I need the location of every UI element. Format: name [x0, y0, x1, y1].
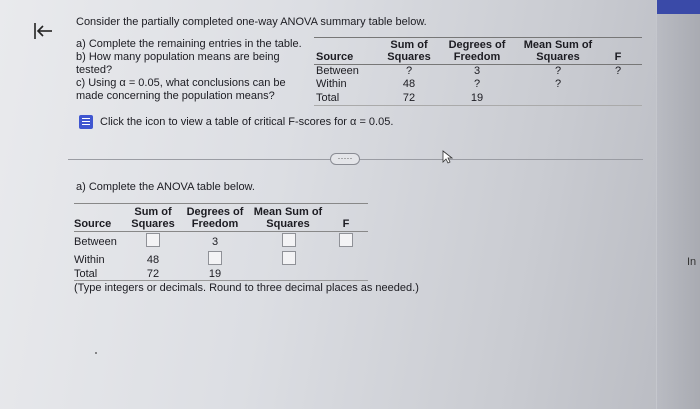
- summary-row-df: ?: [473, 78, 481, 90]
- right-edge-text: In: [687, 256, 697, 268]
- rounding-note: (Type integers or decimals. Round to three decimal places as needed.): [74, 282, 419, 294]
- summary-row-source: Within: [316, 78, 347, 90]
- within-ms-input[interactable]: [282, 251, 296, 265]
- summary-header-ms-1: Mean Sum of: [523, 39, 593, 51]
- question-c: c) Using α = 0.05, what conclusions can be made concerning the population means?: [76, 77, 286, 102]
- summary-row-ms: ?: [554, 78, 562, 90]
- answer-header-ms-1: Mean Sum of: [253, 206, 323, 218]
- right-panel-header-bar: [657, 0, 700, 14]
- answer-row-source: Within: [74, 254, 105, 266]
- mouse-cursor-icon: [442, 150, 454, 164]
- between-ms-input[interactable]: [282, 233, 296, 247]
- summary-header-source: Source: [316, 51, 354, 63]
- question-b: b) How many population means are being tested?: [76, 51, 280, 76]
- summary-row-ms: ?: [554, 65, 562, 77]
- summary-row-ss: 48: [402, 78, 416, 90]
- expand-button[interactable]: ·····: [330, 153, 360, 165]
- answer-row-df: 19: [208, 268, 222, 280]
- answer-header-ss-2: Squares: [131, 218, 175, 230]
- summary-row-ss: 72: [402, 92, 416, 104]
- answer-row-ss: 48: [146, 254, 160, 266]
- summary-row-df: 3: [473, 65, 481, 77]
- summary-row-df: 19: [470, 92, 484, 104]
- summary-row-ss: ?: [405, 65, 413, 77]
- summary-row-source: Between: [316, 65, 359, 77]
- question-a: a) Complete the remaining entries in the table.: [76, 38, 302, 50]
- summary-row-f: ?: [614, 65, 622, 77]
- critical-f-link-text[interactable]: Click the icon to view a table of critical F-scores for α = 0.05.: [100, 116, 394, 128]
- question-prompt: Consider the partially completed one-way ANOVA summary table below.: [76, 16, 427, 28]
- summary-row-source: Total: [316, 92, 340, 104]
- summary-header-f: F: [614, 51, 622, 63]
- back-arrow-icon[interactable]: [32, 20, 54, 42]
- answer-header-ss-1: Sum of: [134, 206, 172, 218]
- summary-header-df-2: Freedom: [453, 51, 501, 63]
- question-list: [76, 38, 308, 103]
- speck: [95, 352, 97, 354]
- between-ss-input[interactable]: [146, 233, 160, 247]
- between-f-input[interactable]: [339, 233, 353, 247]
- answer-row-source: Between: [74, 236, 117, 248]
- within-df-input[interactable]: [208, 251, 222, 265]
- part-a-label: a) Complete the ANOVA table below.: [76, 181, 255, 193]
- answer-header-df-1: Degrees of: [186, 206, 244, 218]
- answer-header-f: F: [342, 218, 350, 230]
- answer-header-df-2: Freedom: [191, 218, 239, 230]
- answer-row-df: 3: [211, 236, 219, 248]
- right-panel-edge: [656, 0, 700, 409]
- answer-row-source: Total: [74, 268, 98, 280]
- summary-header-ss-1: Sum of: [390, 39, 428, 51]
- answer-header-ms-2: Squares: [266, 218, 310, 230]
- critical-f-table-icon[interactable]: [79, 115, 93, 129]
- summary-header-df-1: Degrees of: [448, 39, 506, 51]
- answer-header-source: Source: [74, 218, 112, 230]
- answer-row-ss: 72: [146, 268, 160, 280]
- summary-header-ms-2: Squares: [536, 51, 580, 63]
- summary-header-ss-2: Squares: [387, 51, 431, 63]
